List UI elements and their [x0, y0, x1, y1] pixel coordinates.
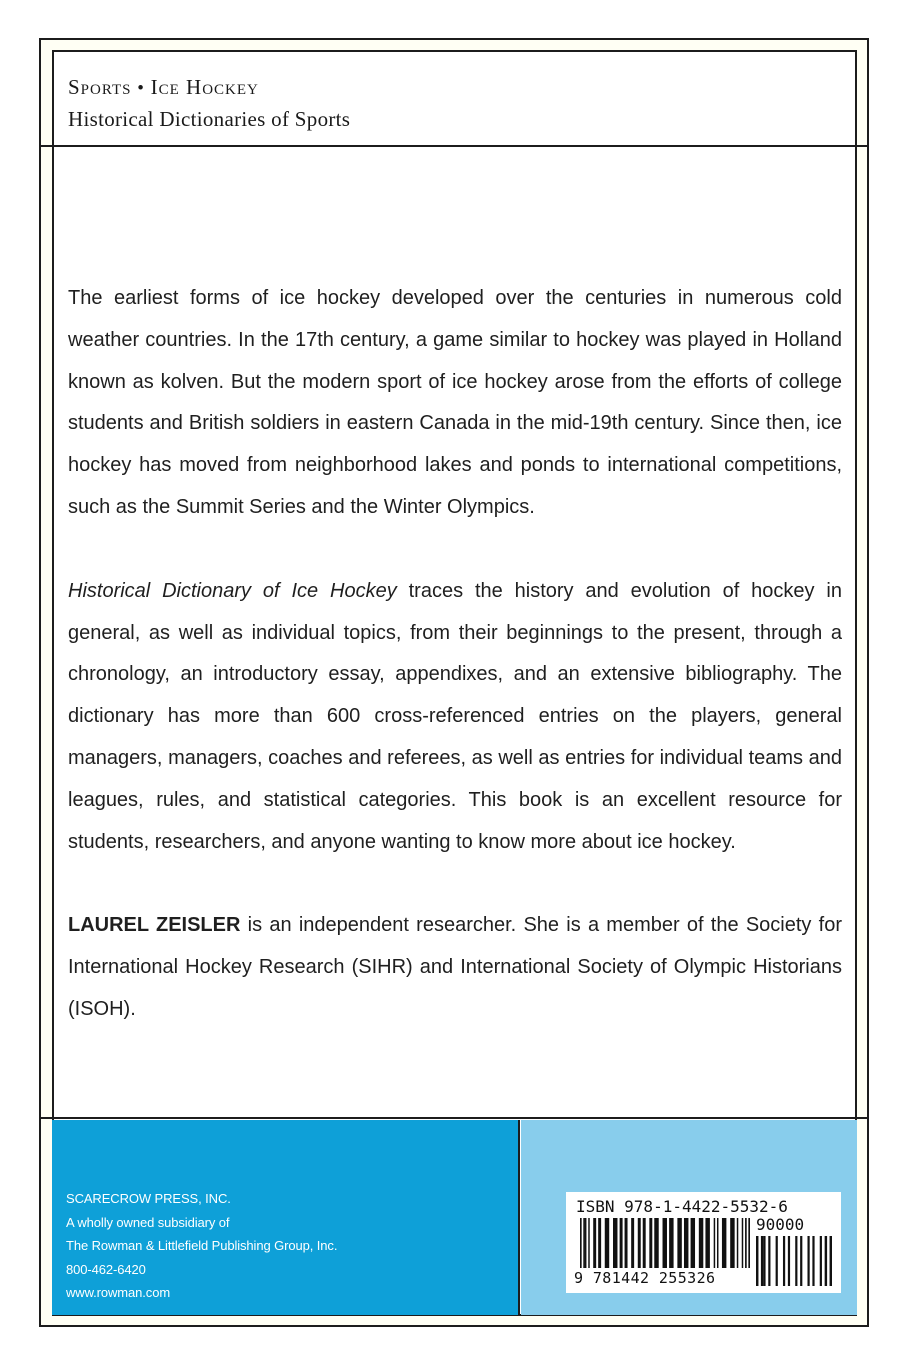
- panel-divider: [518, 1120, 520, 1315]
- header-divider: [39, 145, 869, 147]
- barcode-bar: [585, 1218, 586, 1268]
- category-line: [68, 76, 350, 100]
- barcode-bar: [684, 1218, 688, 1268]
- publisher-info: [66, 1187, 337, 1305]
- author-bio: [68, 905, 842, 1030]
- barcode-bar: [699, 1218, 703, 1268]
- category-bullet: •: [137, 78, 145, 99]
- barcode: [566, 1192, 841, 1293]
- category-secondary: Ice Hockey: [150, 75, 259, 99]
- publisher-name: SCARECROW PRESS, INC.: [66, 1191, 231, 1206]
- barcode-bar: [825, 1236, 827, 1286]
- barcode-bar: [649, 1218, 652, 1268]
- barcode-bar: [722, 1218, 726, 1268]
- barcode-bar: [812, 1236, 814, 1286]
- barcode-bar: [788, 1236, 790, 1286]
- ean-number: 9 781442 255326: [574, 1269, 716, 1287]
- barcode-bar: [625, 1218, 628, 1268]
- barcode-bar: [742, 1218, 743, 1268]
- series-title: Historical Dictionaries of Sports: [68, 107, 351, 131]
- barcode-bar: [761, 1236, 763, 1286]
- barcode-bar: [776, 1236, 778, 1286]
- barcode-bar: [714, 1218, 715, 1268]
- barcode-bar: [691, 1218, 695, 1268]
- barcode-bar: [663, 1218, 667, 1268]
- publisher-phone: 800-462-6420: [66, 1261, 146, 1277]
- publisher-subsidiary: A wholly owned subsidiary of: [66, 1214, 230, 1230]
- author-bio-text: is an independent researcher. She is a member of the Society for International Hockey Research (SIHR) and International Society of Olympic Historians (ISOH).: [68, 914, 842, 1020]
- barcode-bar: [677, 1218, 681, 1268]
- barcode-bar: [795, 1236, 797, 1286]
- barcode-bar: [593, 1218, 596, 1268]
- publisher-website: www.rowman.com: [66, 1285, 171, 1300]
- author-name: LAUREL ZEISLER: [68, 914, 241, 937]
- footer-divider: [39, 1117, 869, 1119]
- barcode-bar: [613, 1218, 617, 1268]
- barcode-bar: [583, 1218, 585, 1268]
- barcode-bar: [807, 1236, 809, 1286]
- barcode-bar: [605, 1218, 609, 1268]
- barcode-bar: [717, 1218, 718, 1268]
- barcode-bar: [820, 1236, 822, 1286]
- description-paragraph-2: [68, 571, 842, 864]
- barcode-bar: [580, 1218, 582, 1268]
- barcode-bar: [745, 1218, 747, 1268]
- ean-barcode-bars: [580, 1218, 750, 1268]
- book-title: Historical Dictionary of Ice Hockey: [68, 579, 397, 602]
- barcode-bar: [620, 1218, 623, 1268]
- barcode-bar: [830, 1236, 832, 1286]
- barcode-bar: [631, 1218, 634, 1268]
- barcode-bar: [669, 1218, 673, 1268]
- barcode-bar: [730, 1218, 734, 1268]
- description: [68, 278, 842, 1073]
- barcode-bar: [588, 1218, 589, 1268]
- barcode-bar: [783, 1236, 785, 1286]
- isbn-number: ISBN 978-1-4422-5532-6: [576, 1197, 788, 1216]
- category-primary: Sports: [68, 75, 132, 99]
- cover-header: [68, 76, 350, 134]
- barcode-bar: [768, 1236, 770, 1286]
- barcode-bar: [643, 1218, 646, 1268]
- description-paragraph-2-text: traces the history and evolution of hockey in general, as well as individual topics, from their beginnings to the present, through a chronology, an introductory essay, appendixes, and an extensive bibliography. The dictionary has more than 600 cross-referenced entries on the players, general managers, managers, coaches and referees, as well as entries for individual teams and leagues, rules, and statistical categories. This book is an excellent resource for students, researchers, and anyone wanting to know more about ice hockey.: [68, 579, 842, 853]
- barcode-bar: [638, 1218, 641, 1268]
- barcode-bar: [737, 1218, 738, 1268]
- publisher-parent: The Rowman & Littlefield Publishing Group, Inc.: [66, 1238, 338, 1253]
- barcode-bar: [705, 1218, 709, 1268]
- barcode-bar: [654, 1218, 658, 1268]
- description-paragraph-1: The earliest forms of ice hockey developed over the centuries in numerous cold weather countries. In the 17th century, a game similar to hockey was played in Holland known as kolven. But the modern sport of ice hockey arose from the efforts of college students and British soldiers in eastern Canada in the mid-19th century. Since then, ice hockey has moved from neighborhood lakes and ponds to international competitions, such as the Summit Series and the Winter Olympics.: [68, 287, 842, 518]
- barcode-bar: [598, 1218, 601, 1268]
- addon-barcode-bars: [756, 1236, 832, 1286]
- barcode-bar: [800, 1236, 802, 1286]
- barcode-bar: [748, 1218, 750, 1268]
- barcode-bar: [763, 1236, 765, 1286]
- barcode-bar: [756, 1236, 758, 1286]
- price-code: 90000: [756, 1215, 805, 1234]
